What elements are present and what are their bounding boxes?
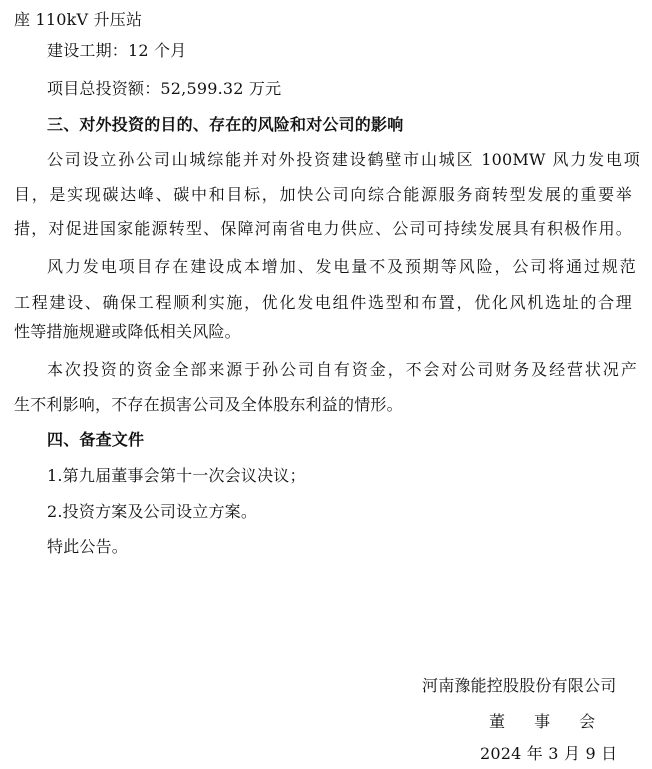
signature-board: 董 事 会 [489,712,608,731]
reference-document-1: 1.第九届董事会第十一次会议决议； [47,466,306,485]
section-3-paragraph-2-line-2: 工程建设、确保工程顺利实施，优化发电组件选型和布置，优化风机选址的合理 [14,293,632,312]
project-info-line-2: 建设工期：12 个月 [47,41,187,60]
section-3-paragraph-1-line-2: 目，是实现碳达峰、碳中和目标，加快公司向综合能源服务商转型发展的重要举 [14,185,632,204]
section-3-heading: 三、对外投资的目的、存在的风险和对公司的影响 [47,115,404,134]
section-4-heading: 四、备查文件 [47,430,145,449]
closing-notice: 特此公告。 [47,537,129,556]
project-info-line-1: 座 110kV 升压站 [14,10,143,29]
reference-document-2: 2.投资方案及公司设立方案。 [47,502,258,521]
section-3-paragraph-1-line-3: 措，对促进国家能源转型、保障河南省电力供应、公司可持续发展具有积极作用。 [14,219,632,238]
signature-company: 河南豫能控股股份有限公司 [422,676,617,695]
section-3-paragraph-3-line-2: 生不利影响，不存在损害公司及全体股东利益的情形。 [14,395,403,414]
section-3-paragraph-2-line-1: 风力发电项目存在建设成本增加、发电量不及预期等风险，公司将通过规范 [47,257,636,276]
section-3-paragraph-1-line-1: 公司设立孙公司山城综能并对外投资建设鹤壁市山城区 100MW 风力发电项 [47,150,640,169]
signature-date: 2024 年 3 月 9 日 [480,744,618,763]
project-info-line-3: 项目总投资额：52,599.32 万元 [47,79,282,98]
section-3-paragraph-3-line-1: 本次投资的资金全部来源于孙公司自有资金，不会对公司财务及经营状况产 [47,360,637,379]
section-3-paragraph-2-line-3: 性等措施规避或降低相关风险。 [14,322,241,341]
